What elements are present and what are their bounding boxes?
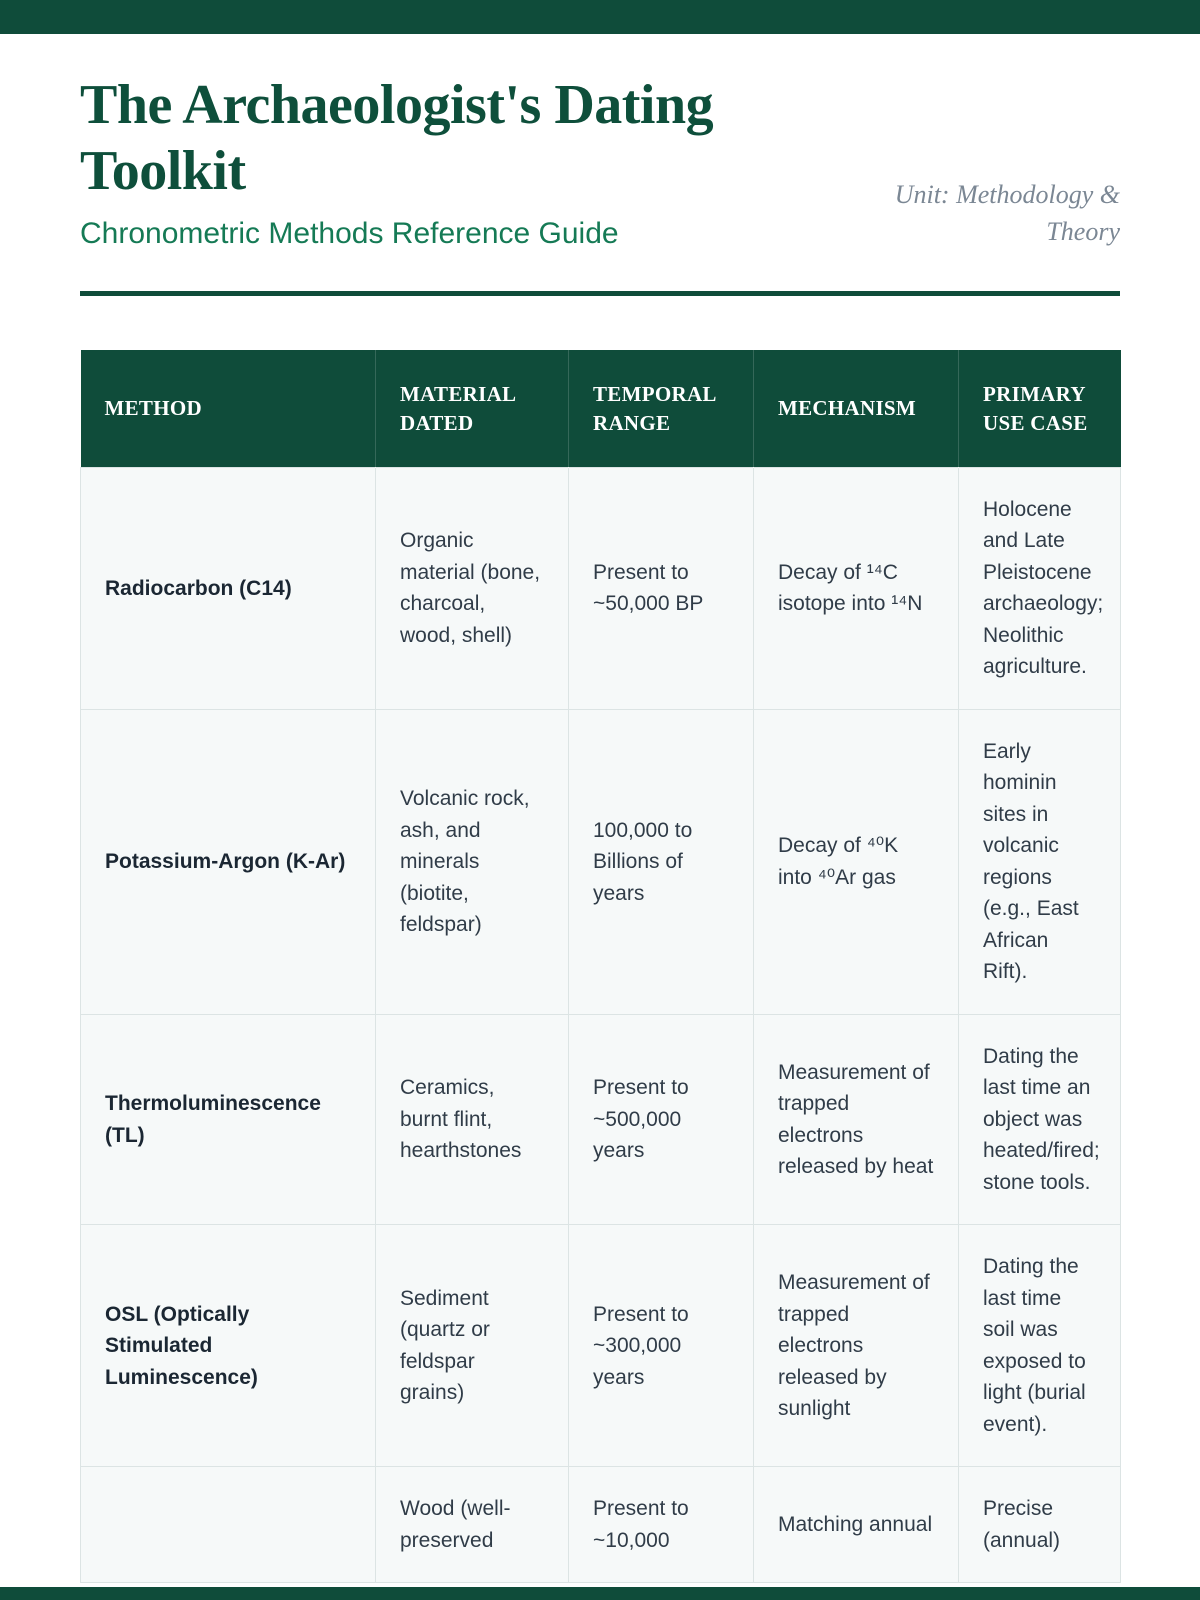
col-header-mechanism: MECHANISM	[754, 350, 959, 467]
method-cell: Thermoluminescence (TL)	[81, 1014, 376, 1225]
mechanism-cell: Decay of ⁴⁰K into ⁴⁰Ar gas	[754, 709, 959, 1014]
range-cell: Present to ~500,000 years	[569, 1014, 754, 1225]
unit-label: Unit: Methodology & Theory	[894, 179, 1120, 247]
col-header-range: TEMPORAL RANGE	[569, 350, 754, 467]
range-cell: Present to ~300,000 years	[569, 1225, 754, 1467]
bottom-accent-bar	[0, 1587, 1200, 1600]
table-body	[81, 467, 1121, 1583]
material-cell: Volcanic rock, ash, and minerals (biotite, feldspar)	[376, 709, 569, 1014]
col-header-material: MATERIAL DATED	[376, 350, 569, 467]
dating-methods-table	[80, 350, 1121, 1583]
material-cell: Ceramics, burnt flint, hearthstones	[376, 1014, 569, 1225]
material-cell: Sediment (quartz or feldspar grains)	[376, 1225, 569, 1467]
table-head	[81, 350, 1121, 467]
divider-rule	[80, 291, 1120, 296]
table-row	[81, 1225, 1121, 1467]
method-cell: OSL (Optically Stimulated Luminescence)	[81, 1225, 376, 1467]
range-cell: 100,000 to Billions of years	[569, 709, 754, 1014]
table-row	[81, 467, 1121, 709]
page-title: The Archaeologist's Dating Toolkit	[80, 74, 714, 203]
material-cell: Wood (well-preserved	[376, 1467, 569, 1583]
usecase-cell: Precise (annual)	[959, 1467, 1121, 1583]
title-block	[80, 72, 864, 253]
mechanism-cell: Matching annual	[754, 1467, 959, 1583]
method-cell: Potassium-Argon (K-Ar)	[81, 709, 376, 1014]
col-header-method: METHOD	[81, 350, 376, 467]
top-accent-bar	[0, 0, 1200, 34]
method-cell: Radiocarbon (C14)	[81, 467, 376, 709]
page-subtitle: Chronometric Methods Reference Guide	[80, 217, 619, 251]
range-cell: Present to ~10,000	[569, 1467, 754, 1583]
range-cell: Present to ~50,000 BP	[569, 467, 754, 709]
method-cell	[81, 1467, 376, 1583]
material-cell: Organic material (bone, charcoal, wood, shell)	[376, 467, 569, 709]
usecase-cell: Dating the last time an object was heated/fired; stone tools.	[959, 1014, 1121, 1225]
mechanism-cell: Measurement of trapped electrons released by sunlight	[754, 1225, 959, 1467]
usecase-cell: Early hominin sites in volcanic regions (e.g., East African Rift).	[959, 709, 1121, 1014]
table-row	[81, 1467, 1121, 1583]
usecase-cell: Holocene and Late Pleistocene archaeology; Neolithic agriculture.	[959, 467, 1121, 709]
mechanism-cell: Measurement of trapped electrons released by heat	[754, 1014, 959, 1225]
header-row	[81, 350, 1121, 467]
table-row	[81, 709, 1121, 1014]
col-header-usecase: PRIMARY USE CASE	[959, 350, 1121, 467]
usecase-cell: Dating the last time soil was exposed to light (burial event).	[959, 1225, 1121, 1467]
mechanism-cell: Decay of ¹⁴C isotope into ¹⁴N	[754, 467, 959, 709]
document-header	[80, 72, 1120, 253]
table-row	[81, 1014, 1121, 1225]
